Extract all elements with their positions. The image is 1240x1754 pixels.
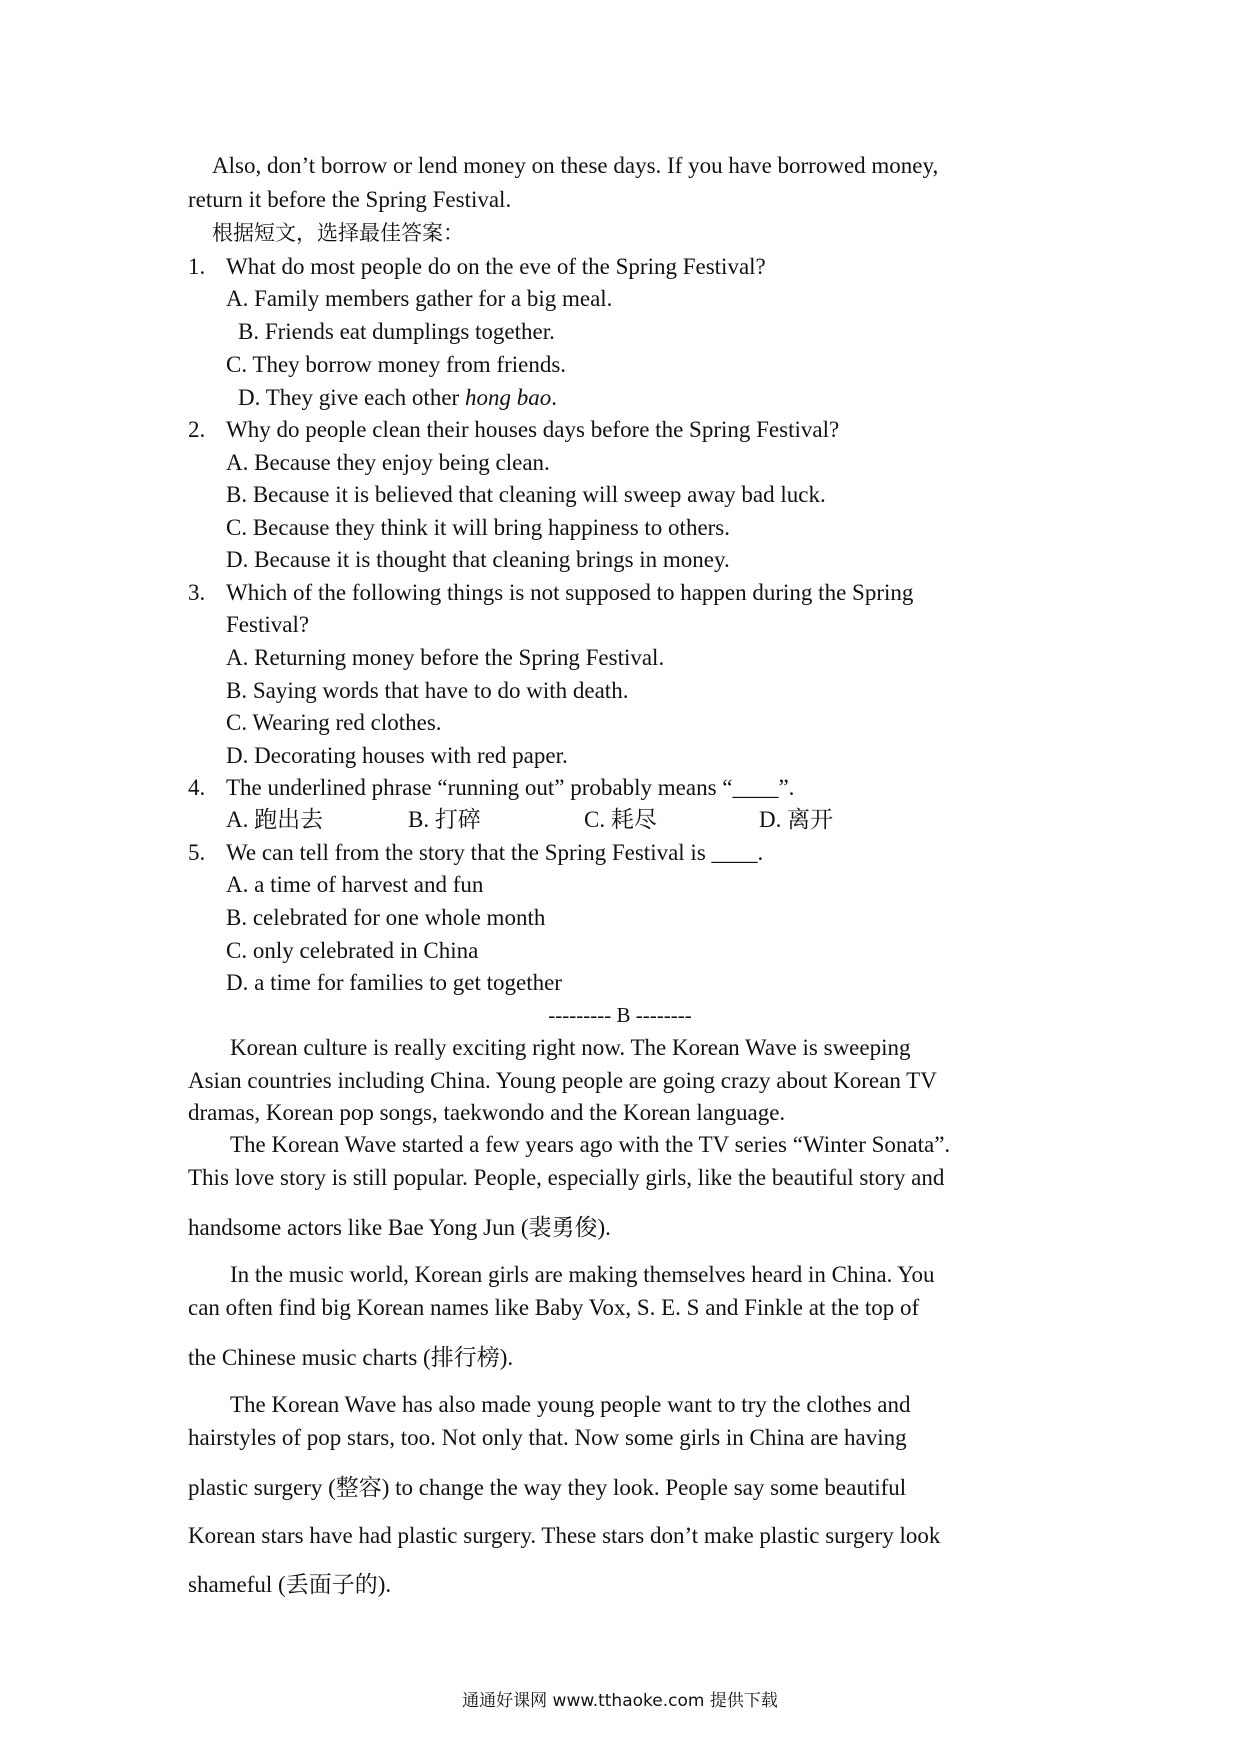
question-5-number: 5. — [188, 840, 206, 865]
section-b-divider: --------- B -------- — [548, 1003, 692, 1027]
question-3-text-continued: Festival? — [226, 612, 310, 637]
question-5-option-d: D. a time for families to get together — [226, 970, 562, 995]
question-5-option-a: A. a time of harvest and fun — [226, 872, 484, 897]
passage-b-line-4: The Korean Wave started a few years ago with the TV series “Winter Sonata”. — [230, 1132, 951, 1157]
question-4-option-a: A. 跑出去 — [226, 807, 324, 832]
question-2-text: Why do people clean their houses days before the Spring Festival? — [226, 417, 840, 442]
passage-b-line-3: dramas, Korean pop songs, taekwondo and the Korean language. — [188, 1100, 786, 1125]
question-1-number: 1. — [188, 254, 206, 279]
question-1-option-d: D. They give each other hong bao. — [238, 385, 557, 410]
question-4-number: 4. — [188, 775, 206, 800]
question-4-option-d: D. 离开 — [759, 807, 834, 832]
question-1-option-a: A. Family members gather for a big meal. — [226, 286, 613, 311]
passage-b-line-13: Korean stars have had plastic surgery. These stars don’t make plastic surgery look — [188, 1523, 941, 1548]
question-1-option-c: C. They borrow money from friends. — [226, 352, 567, 377]
question-4-text: The underlined phrase “running out” probably means “____”. — [226, 775, 795, 800]
question-1-text: What do most people do on the eve of the Spring Festival? — [226, 254, 766, 279]
hong-bao-italic: hong bao — [464, 385, 552, 410]
question-4-option-b: B. 打碎 — [408, 807, 481, 832]
intro-line-2: return it before the Spring Festival. — [188, 187, 512, 212]
passage-b-line-12: plastic surgery (整容) to change the way they look. People say some beautiful — [188, 1475, 907, 1500]
question-5-option-b: B. celebrated for one whole month — [226, 905, 546, 930]
question-5-text: We can tell from the story that the Spring Festival is ____. — [226, 840, 764, 865]
question-1-option-b: B. Friends eat dumplings together. — [238, 319, 555, 344]
passage-b-line-9: the Chinese music charts (排行榜). — [188, 1345, 514, 1370]
question-3-option-a: A. Returning money before the Spring Festival. — [226, 645, 665, 670]
passage-b-line-7: In the music world, Korean girls are making themselves heard in China. You — [230, 1262, 935, 1287]
passage-b-line-10: The Korean Wave has also made young people want to try the clothes and — [230, 1392, 911, 1417]
question-2-option-c: C. Because they think it will bring happiness to others. — [226, 515, 731, 540]
question-3-text: Which of the following things is not supposed to happen during the Spring — [226, 580, 914, 605]
question-2-number: 2. — [188, 417, 206, 442]
question-2-option-b: B. Because it is believed that cleaning will sweep away bad luck. — [226, 482, 826, 507]
passage-b-line-2: Asian countries including China. Young people are going crazy about Korean TV — [188, 1068, 937, 1093]
passage-b-line-14: shameful (丢面子的). — [188, 1572, 392, 1597]
question-3-number: 3. — [188, 580, 206, 605]
passage-b-line-1: Korean culture is really exciting right now. The Korean Wave is sweeping — [230, 1035, 911, 1060]
instruction: 根据短文，选择最佳答案： — [212, 221, 464, 245]
intro-line-1: Also, don’t borrow or lend money on these days. If you have borrowed money, — [212, 153, 939, 178]
passage-b-line-8: can often find big Korean names like Baby Vox, S. E. S and Finkle at the top of — [188, 1295, 920, 1320]
question-2-option-a: A. Because they enjoy being clean. — [226, 450, 550, 475]
page-footer: 通通好课网 www.tthaoke.com 提供下载 — [462, 1691, 778, 1711]
question-4-option-c: C. 耗尽 — [584, 807, 657, 832]
question-3-option-b: B. Saying words that have to do with death. — [226, 678, 629, 703]
passage-b-line-6: handsome actors like Bae Yong Jun (裴勇俊). — [188, 1215, 611, 1240]
question-3-option-d: D. Decorating houses with red paper. — [226, 743, 568, 768]
passage-b-line-11: hairstyles of pop stars, too. Not only that. Now some girls in China are having — [188, 1425, 907, 1450]
passage-b-line-5: This love story is still popular. People, especially girls, like the beautiful story and — [188, 1165, 945, 1190]
question-3-option-c: C. Wearing red clothes. — [226, 710, 442, 735]
question-2-option-d: D. Because it is thought that cleaning brings in money. — [226, 547, 730, 572]
question-5-option-c: C. only celebrated in China — [226, 938, 479, 963]
